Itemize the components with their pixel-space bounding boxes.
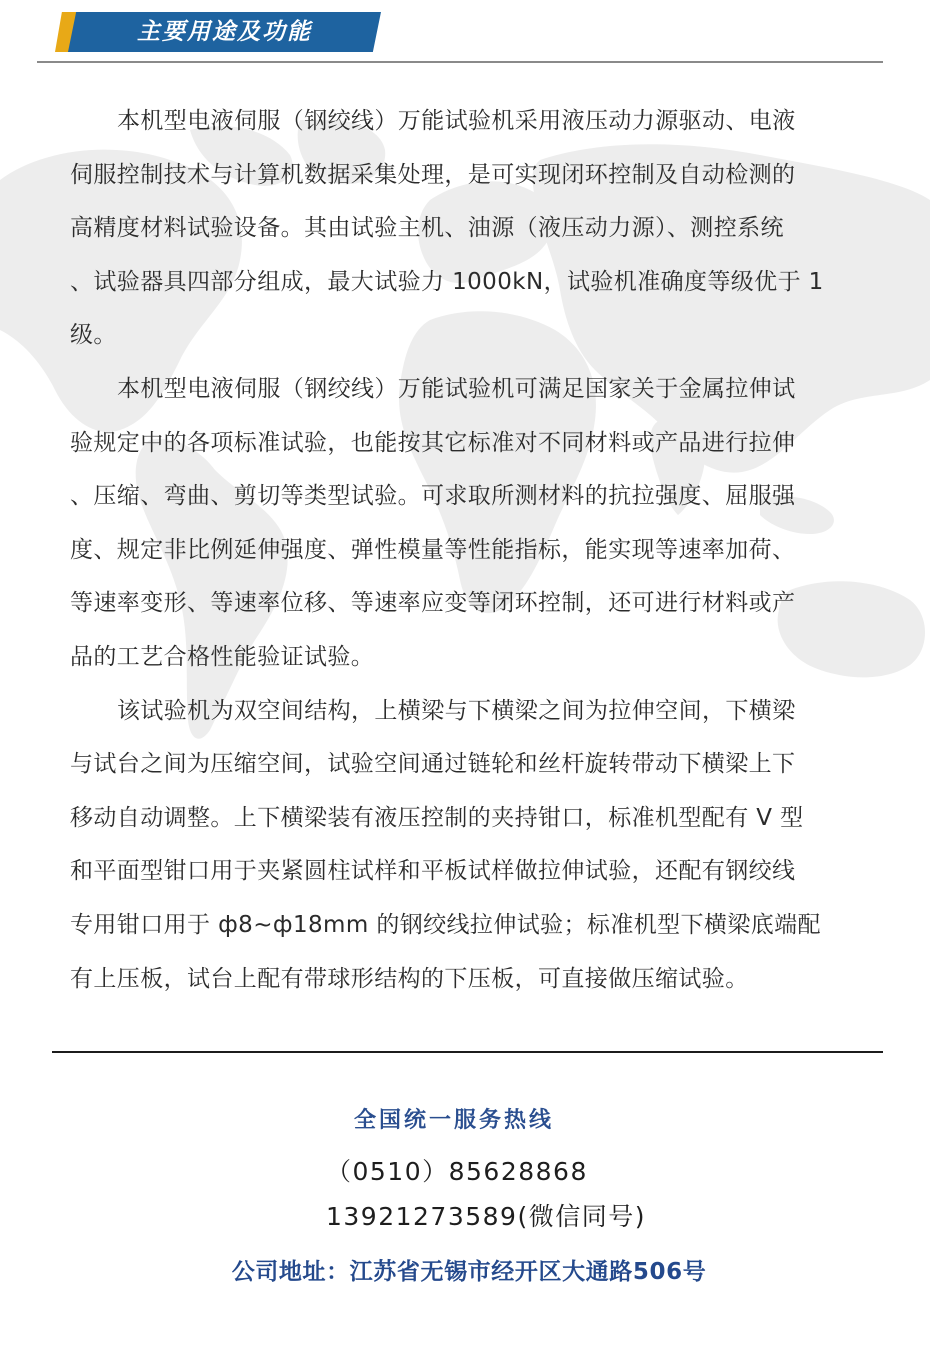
text-line: 伺服控制技术与计算机数据采集处理，是可实现闭环控制及自动检测的 (70, 161, 796, 188)
footer-divider (52, 1051, 883, 1053)
text-line: 和平面型钳口用于夹紧圆柱试样和平板试样做拉伸试验，还配有钢绞线 (70, 858, 796, 885)
company-address: 公司地址：江苏省无锡市经开区大通路506号 (231, 1259, 707, 1285)
text-line: 专用钳口用于 ф8~ф18mm 的钢绞线拉伸试验；标准机型下横梁底端配 (70, 911, 821, 938)
paragraph-structure (70, 685, 890, 1007)
description-body (70, 95, 890, 1006)
section-header-banner (0, 0, 930, 70)
text-line: 本机型电液伺服（钢绞线）万能试验机采用液压动力源驱动、电液 (117, 108, 796, 134)
text-line: 移动自动调整。上下横梁装有液压控制的夹持钳口，标准机型配有 V 型 (70, 804, 804, 831)
text-line: 高精度材料试验设备。其由试验主机、油源（液压动力源）、测控系统 (70, 215, 784, 242)
phone-mobile: 13921273589(微信同号) (326, 1202, 646, 1231)
text-line: 有上压板，试台上配有带球形结构的下压板，可直接做压缩试验。 (70, 965, 749, 992)
text-line: 、压缩、弯曲、剪切等类型试验。可求取所测材料的抗拉强度、屈服强 (70, 483, 796, 510)
text-line: 等速率变形、等速率位移、等速率应变等闭环控制，还可进行材料或产 (70, 590, 796, 617)
hotline-heading: 全国统一服务热线 (353, 1108, 554, 1133)
header-divider (37, 61, 883, 63)
text-line: 验规定中的各项标准试验，也能按其它标准对不同材料或产品进行拉伸 (70, 429, 796, 456)
text-line: 该试验机为双空间结构，上横梁与下横梁之间为拉伸空间，下横梁 (117, 697, 796, 724)
text-line: 与试台之间为压缩空间，试验空间通过链轮和丝杆旋转带动下横梁上下 (70, 751, 796, 778)
paragraph-overview (70, 95, 890, 363)
text-line: 品的工艺合格性能验证试验。 (70, 643, 375, 670)
text-line: 度、规定非比例延伸强度、弹性模量等性能指标，能实现等速率加荷、 (70, 536, 796, 563)
paragraph-capabilities (70, 363, 890, 685)
text-line: 、试验器具四部分组成，最大试验力 1000kN，试验机准确度等级优于 1 (70, 268, 824, 295)
section-title: 主要用途及功能 (137, 19, 312, 45)
phone-landline: （0510）85628868 (326, 1157, 588, 1186)
text-line: 本机型电液伺服（钢绞线）万能试验机可满足国家关于金属拉伸试 (117, 375, 796, 402)
text-line: 级。 (70, 322, 117, 349)
